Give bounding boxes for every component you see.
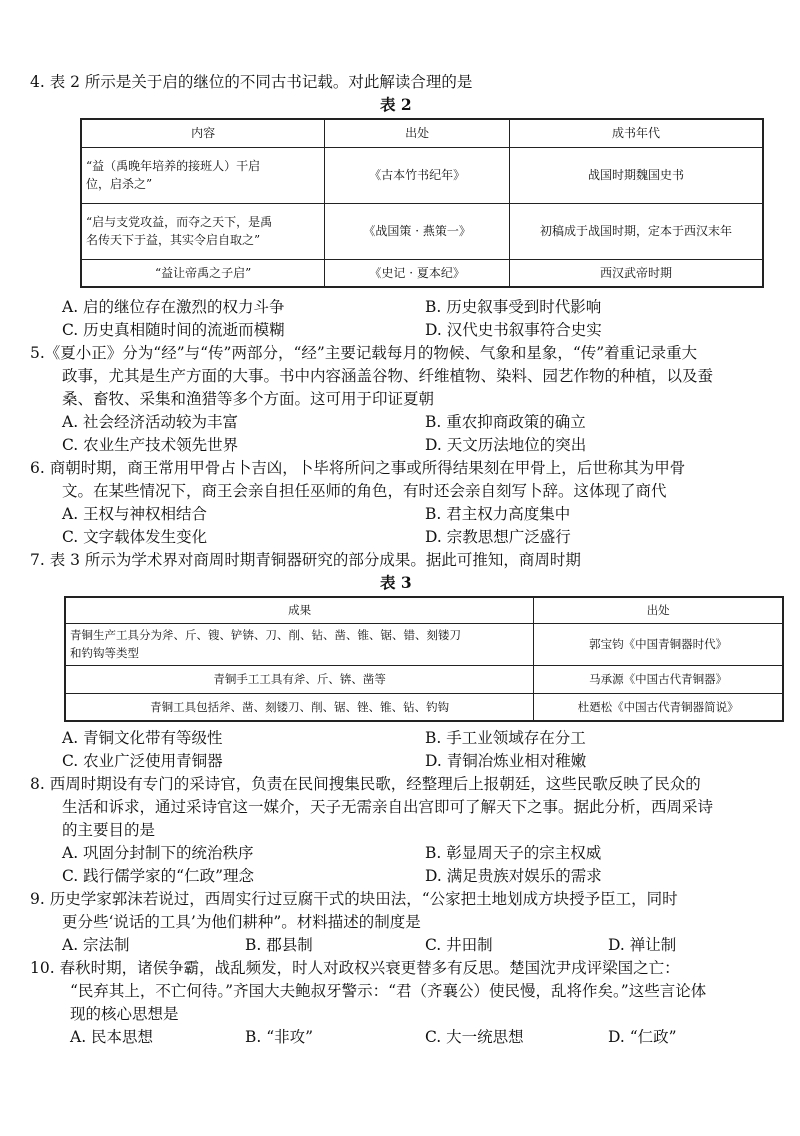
q4-stem: 4. 表 2 所示是关于启的继位的不同古书记载。对此解读合理的是 <box>30 73 473 91</box>
table-header-cell: 成果 <box>65 597 534 623</box>
q10-line: 现的核心思想是 <box>70 1005 179 1023</box>
q7-option-a: A. 青铜文化带有等级性 <box>62 729 223 747</box>
table-cell: 战国时期魏国史书 <box>510 147 763 203</box>
q10-line: 10. 春秋时期，诸侯争霸，战乱频发，时人对政权兴衰更替多有反思。楚国沈尹戌评梁国之亡： <box>30 959 680 977</box>
q7-stem: 7. 表 3 所示为学术界对商周时期青铜器研究的部分成果。据此可推知，商周时期 <box>30 551 581 569</box>
q4-option-c: C. 历史真相随时间的流逝而模糊 <box>62 321 285 339</box>
table-row <box>81 203 763 259</box>
q5-line: 政事，尤其是生产方面的大事。书中内容涵盖谷物、纤维植物、染料、园艺作物的种植，以及蚕 <box>62 367 714 385</box>
cell-line: 位，启杀之” <box>86 177 153 191</box>
q9-option-b: B. 郡县制 <box>245 936 313 954</box>
q4-option-a: A. 启的继位存在激烈的权力斗争 <box>62 298 285 316</box>
q6-line: 6. 商朝时期，商王常用甲骨占卜吉凶，卜毕将所问之事或所得结果刻在甲骨上，后世称其为甲骨 <box>30 459 686 477</box>
q6-option-a: A. 王权与神权相结合 <box>62 505 208 523</box>
q4-table-caption: 表 2 <box>380 95 412 114</box>
table-header-row <box>81 119 763 147</box>
q4-option-b: B. 历史叙事受到时代影响 <box>425 298 602 316</box>
table-cell: 《史记 · 夏本纪》 <box>325 259 510 287</box>
table-cell: 西汉武帝时期 <box>510 259 763 287</box>
q6-option-c: C. 文字载体发生变化 <box>62 528 208 546</box>
q9-option-c: C. 井田制 <box>425 936 493 954</box>
q9-line: 更分些‘说话的工具’为他们耕种”。材料描述的制度是 <box>62 913 421 931</box>
q9-line: 9. 历史学家郭沫若说过，西周实行过豆腐干式的块田法，“公家把土地划成方块授予臣工，同时 <box>30 890 678 908</box>
table-cell <box>65 623 534 665</box>
q6-option-b: B. 君主权力高度集中 <box>425 505 571 523</box>
q7-table-caption: 表 3 <box>380 573 412 592</box>
q10-option-a: A. 民本思想 <box>70 1028 154 1046</box>
table-cell: 青铜工具包括斧、凿、刻镂刀、削、锯、锉、锥、钻、钓钩 <box>65 693 534 721</box>
table-row <box>65 623 783 665</box>
q5-option-c: C. 农业生产技术领先世界 <box>62 436 239 454</box>
q5-option-d: D. 天文历法地位的突出 <box>425 436 587 454</box>
q7-option-d: D. 青铜冶炼业相对稚嫩 <box>425 752 587 770</box>
q7-option-b: B. 手工业领域存在分工 <box>425 729 586 747</box>
q10-line: “民弃其上，不亡何待。”齐国大夫鲍叔牙警示：“君（齐襄公）使民慢，乱将作矣。”这些言论体 <box>70 982 707 1000</box>
table-cell: 马承源《中国古代青铜器》 <box>534 665 783 693</box>
q5-line: 5.《夏小正》分为“经”与“传”两部分，“经”主要记载每月的物候、气象和星象，“传”着重记录重大 <box>30 344 698 362</box>
q4-table <box>80 118 764 288</box>
table-cell: 《战国策 · 燕策一》 <box>325 203 510 259</box>
q9-option-a: A. 宗法制 <box>62 936 130 954</box>
q10-option-b: B. “非攻” <box>245 1028 314 1046</box>
q5-option-a: A. 社会经济活动较为丰富 <box>62 413 239 431</box>
table-row <box>65 693 783 721</box>
q8-line: 8. 西周时期设有专门的采诗官，负责在民间搜集民歌，经整理后上报朝廷，这些民歌反映了民众的 <box>30 775 701 793</box>
table-cell: “益让帝禹之子启” <box>81 259 325 287</box>
q8-option-a: A. 巩固分封制下的统治秩序 <box>62 844 254 862</box>
q10-option-d: D. “仁政” <box>608 1028 677 1046</box>
cell-line: “启与支党攻益，而夺之天下，是禹 <box>86 215 273 229</box>
table-cell: 初稿成于战国时期，定本于西汉末年 <box>510 203 763 259</box>
table-row <box>65 665 783 693</box>
q4-option-d: D. 汉代史书叙事符合史实 <box>425 321 602 339</box>
q8-line: 的主要目的是 <box>62 821 156 839</box>
table-cell <box>81 147 325 203</box>
q6-line: 文。在某些情况下，商王会亲自担任巫师的角色，有时还会亲自刻写卜辞。这体现了商代 <box>62 482 667 500</box>
cell-line: 青铜生产工具分为斧、斤、锼、铲锛、刀、削、钻、凿、锥、锯、错、刻镂刀 <box>70 628 461 642</box>
q8-option-b: B. 彰显周天子的宗主权威 <box>425 844 602 862</box>
table-cell <box>81 203 325 259</box>
table-header-row <box>65 597 783 623</box>
table-header-cell: 出处 <box>325 119 510 147</box>
table-cell: 《古本竹书纪年》 <box>325 147 510 203</box>
table-cell: 青铜手工工具有斧、斤、锛、凿等 <box>65 665 534 693</box>
q5-option-b: B. 重农抑商政策的确立 <box>425 413 586 431</box>
q8-line: 生活和诉求，通过采诗官这一媒介，天子无需亲自出宫即可了解天下之事。据此分析，西周采诗 <box>62 798 714 816</box>
table-header-cell: 内容 <box>81 119 325 147</box>
table-row <box>81 147 763 203</box>
cell-line: 名传天下于益，其实令启自取之” <box>86 233 261 247</box>
q7-option-c: C. 农业广泛使用青铜器 <box>62 752 223 770</box>
q5-line: 桑、畜牧、采集和渔猎等多个方面。这可用于印证夏朝 <box>62 390 435 408</box>
table-cell: 郭宝钧《中国青铜器时代》 <box>534 623 783 665</box>
table-row <box>81 259 763 287</box>
q8-option-d: D. 满足贵族对娱乐的需求 <box>425 867 602 885</box>
q8-option-c: C. 践行儒学家的“仁政”理念 <box>62 867 255 885</box>
cell-line: 和钓钩等类型 <box>70 646 139 660</box>
table-header-cell: 出处 <box>534 597 783 623</box>
q6-option-d: D. 宗教思想广泛盛行 <box>425 528 571 546</box>
cell-line: “益（禹晚年培养的接班人）干启 <box>86 159 261 173</box>
table-header-cell: 成书年代 <box>510 119 763 147</box>
q10-option-c: C. 大一统思想 <box>425 1028 524 1046</box>
table-cell: 杜廼松《中国古代青铜器简说》 <box>534 693 783 721</box>
q9-option-d: D. 禅让制 <box>608 936 677 954</box>
q7-table <box>64 596 784 722</box>
